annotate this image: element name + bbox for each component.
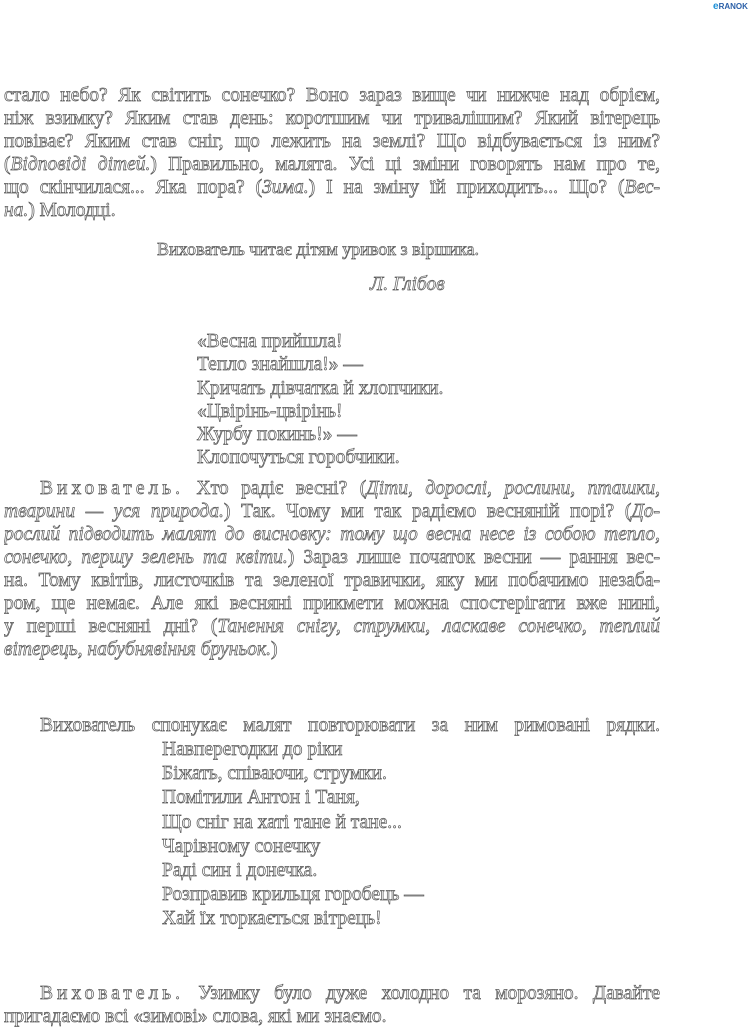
poem-1-line: «Весна прийшла! bbox=[197, 331, 343, 352]
poem-1-line: Кричать дівчатка й хлопчики. bbox=[197, 377, 444, 399]
poem-2-line: Розправив крильця горобець — bbox=[162, 884, 424, 906]
paragraph-2-line-5: на. Тому квітів, листочків та зеленої травички, яку ми побачимо незаба- bbox=[4, 570, 660, 591]
poem-author: Л. Глібов bbox=[370, 274, 445, 295]
answer-winter: Зима. bbox=[262, 177, 309, 198]
paragraph-2-line-1: Вихователь. Хто радіє весні? (Діти, дорослі, рослини, пташки, bbox=[40, 478, 660, 499]
poem-2-line: Що сніг на хаті тане й тане... bbox=[162, 811, 402, 833]
poem-2-line: Чарівному сонечку bbox=[162, 835, 321, 857]
paragraph-1-line-5: що скінчилася... Яка пора? (Зима.) І на зміну їй приходить... Що? (Вес- bbox=[4, 177, 660, 198]
paragraph-2-line-3: рослий підводить малят до висновку: тому що весна несе із собою тепло, bbox=[4, 524, 660, 545]
paragraph-2-line-7: у перші весняні дні? (Танення снігу, струмки, ласкаве сонечко, теплий bbox=[4, 616, 660, 637]
paragraph-3-line-2: пригадаємо всі «зимові» слова, які ми знаємо. bbox=[4, 1006, 387, 1027]
poem-1 bbox=[197, 330, 443, 470]
paragraph-2-line-6: ром, ще немає. Але які весняні прикмети можна спостерігати вже нині, bbox=[4, 593, 660, 614]
paragraph-2-line-2: тварини — уся природа.) Так. Чому ми так радіємо весняній порі? (До- bbox=[4, 501, 660, 522]
publisher-logo bbox=[713, 0, 751, 14]
poem-1-line: «Цвірінь-цвірінь! bbox=[197, 400, 343, 422]
poem-2-line: Хай їх торкається вітрець! bbox=[162, 908, 382, 930]
poem-2-line: Раді син і донечка. bbox=[162, 859, 318, 881]
paragraph-1-line-4: (Відповіді дітей.) Правильно, малята. Усі ці зміни говорять нам про те, bbox=[4, 154, 660, 175]
poem-1-line: Тепло знайшла!» — bbox=[197, 354, 363, 376]
answer-children: Відповіді дітей. bbox=[10, 154, 151, 175]
poem-2-line: Помітили Антон і Таня, bbox=[162, 787, 360, 809]
paragraph-1 bbox=[4, 84, 660, 222]
poem-2 bbox=[162, 738, 424, 932]
paragraph-1-line-3: повіває? Яким став сніг, що лежить на землі? Що відбувається із ним? bbox=[4, 131, 660, 152]
stage-direction-2: Вихователь спонукає малят повторювати за ним римовані рядки. bbox=[40, 715, 660, 736]
speaker-label: Вихователь. bbox=[40, 983, 184, 1004]
poem-2-line: Біжать, співаючи, струмки. bbox=[162, 763, 387, 785]
paragraph-2-line-8: вітерець, набубнявіння бруньок.) bbox=[4, 639, 278, 660]
speaker-label: Вихователь. bbox=[40, 478, 184, 499]
paragraph-1-line-6: на.) Молодці. bbox=[4, 200, 116, 221]
logo-text: RANOK bbox=[718, 2, 748, 11]
answer-spring-part2: на. bbox=[4, 200, 29, 221]
stage-direction-1: Вихователь читає дітям уривок з віршика. bbox=[157, 239, 480, 259]
paragraph-3 bbox=[4, 982, 660, 1030]
poem-1-line: Журбу покинь!» — bbox=[197, 424, 357, 446]
paragraph-1-line-2: ніж взимку? Яким став день: коротшим чи тривалішим? Який вітерець bbox=[4, 108, 660, 129]
answer-spring-part1: Вес- bbox=[624, 177, 660, 198]
poem-1-line: Клопочуться горобчики. bbox=[197, 447, 400, 469]
poem-2-line: Навперегодки до ріки bbox=[162, 739, 343, 760]
logo-e-icon: e bbox=[713, 1, 719, 12]
paragraph-1-line-1: стало небо? Як світить сонечко? Воно зараз вище чи нижче над обрієм, bbox=[4, 85, 660, 106]
paragraph-2-line-4: сонечко, першу зелень та квіти.) Зараз лише початок весни — рання вес- bbox=[4, 547, 660, 568]
paragraph-2 bbox=[4, 477, 660, 662]
paragraph-3-line-1: Вихователь. Узимку було дуже холодно та морозяно. Давайте bbox=[40, 983, 660, 1004]
